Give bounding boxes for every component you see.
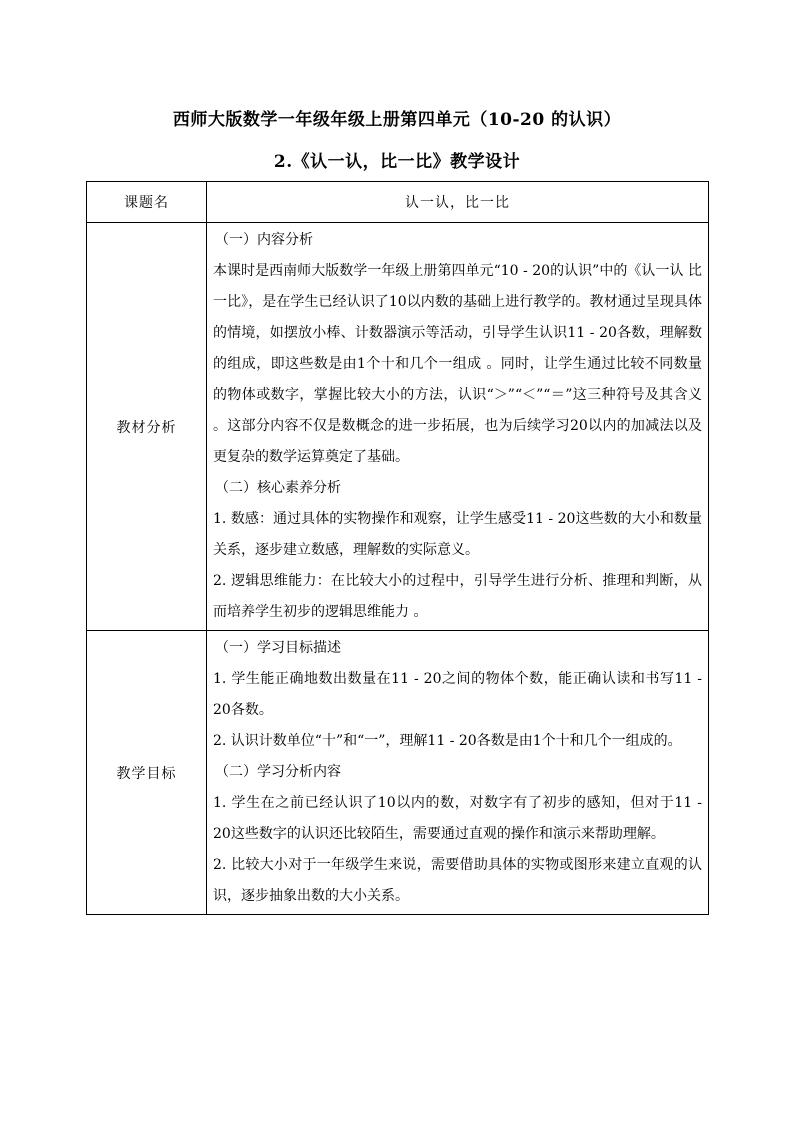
content-analysis-text: 本课时是西南师大版数学一年级上册第四单元“10 - 20的认识”中的《认一认 比一比》，是在学生已经认识了10以内数的基础上进行教学的。教材通过呈现具体的情境，如摆放小棒、计数器演示等活动，引导学生认识11 - 20各数，理解数的组成，即这些数是由1个十和几个一组成 。同时，让学生通过比较不同数量的物体或数字，掌握比较大小的方法，认识“＞”“＜”“＝”这三种符号及其含义 。这部分内容不仅是数概念的进一步拓展，也为后续学习20以内的加减法以及更复杂的数学运算奠定了基础。 xyxy=(213,263,702,465)
document-title: 西师大版数学一年级年级上册第四单元（10-20 的认识） xyxy=(172,110,622,130)
teaching-goals-content xyxy=(207,631,709,915)
material-analysis-label: 教材分析 xyxy=(87,223,207,631)
document-subtitle: 2.《认一认，比一比》教学设计 xyxy=(273,152,521,172)
teaching-goals-label: 教学目标 xyxy=(87,631,207,915)
core-literacy-item: 2. 逻辑思维能力：在比较大小的过程中，引导学生进行分析、推理和判断，从而培养学生初步的逻辑思维能力 。 xyxy=(213,573,702,620)
learning-analysis-item: 1. 学生在之前已经认识了10以内的数，对数字有了初步的感知，但对于11 - 20这些数字的认识还比较陌生，需要通过直观的操作和演示来帮助理解。 xyxy=(213,795,702,842)
lesson-plan-table xyxy=(86,181,709,915)
topic-label: 课题名 xyxy=(87,182,207,223)
table-row xyxy=(87,631,709,915)
core-literacy-heading: （二）核心素养分析 xyxy=(215,480,341,496)
core-literacy-item: 1. 数感：通过具体的实物操作和观察，让学生感受11 - 20这些数的大小和数量关系，逐步建立数感，理解数的实际意义。 xyxy=(213,511,702,558)
learning-goal-item: 1. 学生能正确地数出数量在11 - 20之间的物体个数，能正确认读和书写11 - 20各数。 xyxy=(213,671,702,718)
learning-goal-item: 2. 认识计数单位“十”和“一”，理解11 - 20各数是由1个十和几个一组成的。 xyxy=(213,733,682,749)
topic-value: 认一认，比一比 xyxy=(207,182,709,223)
learning-goals-heading: （一）学习目标描述 xyxy=(215,640,341,656)
table-row xyxy=(87,223,709,631)
content-analysis-heading: （一）内容分析 xyxy=(215,232,313,248)
learning-analysis-heading: （二）学习分析内容 xyxy=(215,764,341,780)
learning-analysis-item: 2. 比较大小对于一年级学生来说，需要借助具体的实物或图形来建立直观的认识，逐步抽象出数的大小关系。 xyxy=(213,857,702,904)
table-row xyxy=(87,182,709,223)
material-analysis-content xyxy=(207,223,709,631)
